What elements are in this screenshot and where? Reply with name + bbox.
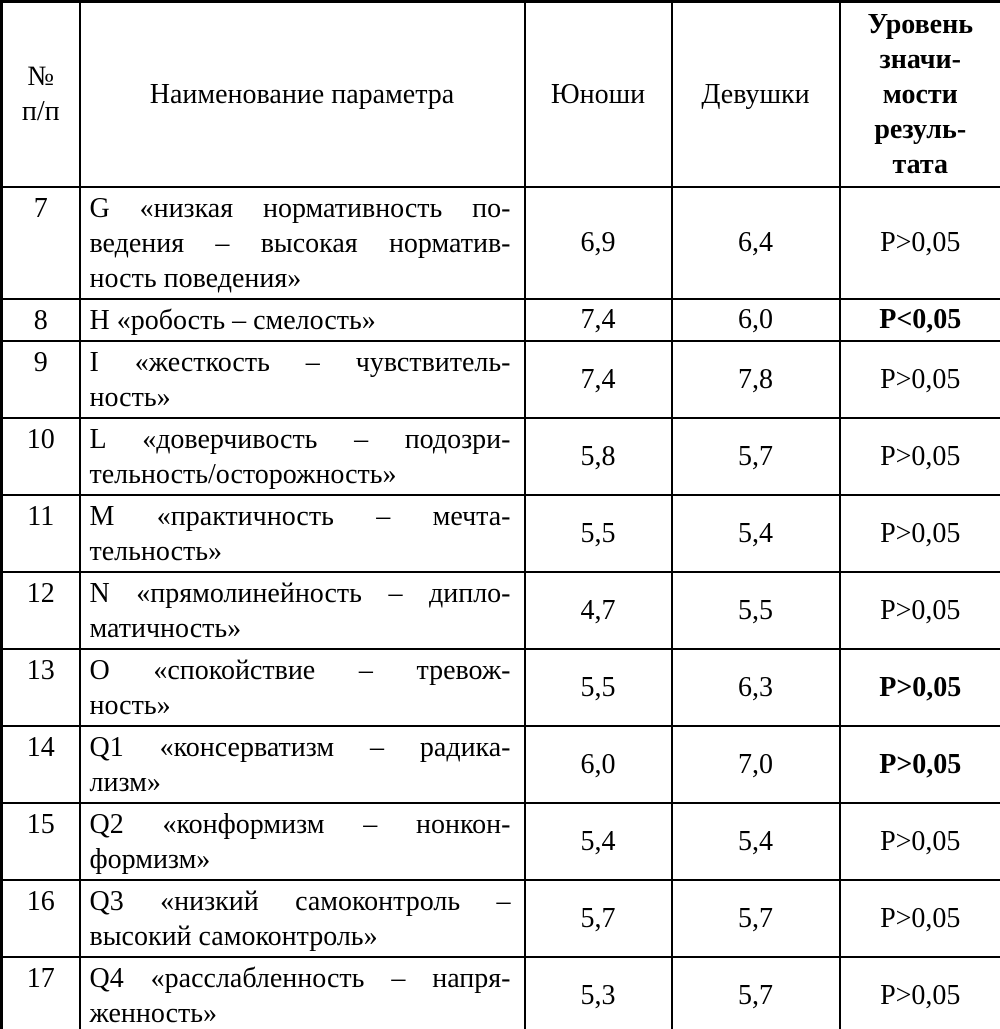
row-number-cell: 8: [2, 299, 80, 341]
parameter-name-cell: [80, 187, 525, 299]
significance-cell: P<0,05: [840, 299, 1000, 341]
boys-value-cell: 6,0: [525, 726, 672, 803]
header-parameter-cell: Наименование параметра: [80, 2, 525, 187]
row-number-cell: 11: [2, 495, 80, 572]
boys-value-cell: 5,7: [525, 880, 672, 957]
girls-value-cell: 7,8: [672, 341, 840, 418]
parameter-name-line: женность»: [89, 997, 218, 1029]
parameter-name-line: L «доверчивость – подозри-: [89, 423, 511, 455]
parameter-name-line: формизм»: [89, 843, 211, 875]
row-number-cell: 16: [2, 880, 80, 957]
parameter-name-line: тельность»: [89, 535, 223, 567]
parameter-name-cell: [80, 572, 525, 649]
boys-value-cell: 5,4: [525, 803, 672, 880]
boys-value-cell: 5,3: [525, 957, 672, 1029]
table-row: [2, 649, 1000, 726]
table-row: [2, 803, 1000, 880]
table-row: [2, 957, 1000, 1029]
boys-value-cell: 7,4: [525, 299, 672, 341]
girls-value-cell: 6,4: [672, 187, 840, 299]
parameter-name-cell: [80, 299, 525, 341]
parameter-name-cell: [80, 803, 525, 880]
header-boys-cell: Юноши: [525, 2, 672, 187]
parameter-name-line: H «робость – смелость»: [89, 304, 376, 336]
parameter-name-cell: [80, 341, 525, 418]
significance-cell: P>0,05: [840, 418, 1000, 495]
parameter-name-cell: [80, 495, 525, 572]
significance-cell: P>0,05: [840, 880, 1000, 957]
parameter-name-line: O «спокойствие – тревож-: [89, 654, 511, 686]
header-significance-line: значи-: [879, 43, 961, 75]
table-row: [2, 418, 1000, 495]
parameter-name-cell: [80, 957, 525, 1029]
table-row: [2, 880, 1000, 957]
parameter-name-line: ность поведения»: [89, 262, 302, 294]
parameter-name-line: ведения – высокая норматив-: [89, 227, 511, 259]
significance-cell: P>0,05: [840, 726, 1000, 803]
row-number-cell: 14: [2, 726, 80, 803]
parameter-name-cell: [80, 649, 525, 726]
parameter-name-line: Q1 «консерватизм – радика-: [89, 731, 511, 763]
row-number-cell: 17: [2, 957, 80, 1029]
header-number-cell: [2, 2, 80, 187]
table-row: [2, 299, 1000, 341]
parameter-name-line: N «прямолинейность – дипло-: [89, 577, 511, 609]
parameter-name-line: ность»: [89, 689, 171, 721]
row-number-cell: 7: [2, 187, 80, 299]
table-row: [2, 187, 1000, 299]
boys-value-cell: 7,4: [525, 341, 672, 418]
girls-value-cell: 6,0: [672, 299, 840, 341]
girls-value-cell: 5,7: [672, 418, 840, 495]
header-significance-line: резуль-: [874, 113, 967, 145]
boys-value-cell: 4,7: [525, 572, 672, 649]
girls-value-cell: 5,4: [672, 495, 840, 572]
row-number-cell: 9: [2, 341, 80, 418]
header-significance-line: Уровень: [867, 8, 974, 40]
row-number-cell: 13: [2, 649, 80, 726]
girls-value-cell: 5,4: [672, 803, 840, 880]
header-girls-cell: Девушки: [672, 2, 840, 187]
significance-cell: P>0,05: [840, 572, 1000, 649]
parameter-name-line: Q2 «конформизм – нонкон-: [89, 808, 511, 840]
girls-value-cell: 7,0: [672, 726, 840, 803]
parameter-name-line: G «низкая нормативность по-: [89, 192, 511, 224]
significance-cell: P>0,05: [840, 341, 1000, 418]
header-significance-line: мости: [882, 78, 958, 110]
parameter-name-cell: [80, 418, 525, 495]
table-header-row: [2, 2, 1000, 187]
significance-cell: P>0,05: [840, 649, 1000, 726]
table-row: [2, 726, 1000, 803]
parameter-name-line: Q3 «низкий самоконтроль –: [89, 885, 511, 917]
parameter-name-line: I «жесткость – чувствитель-: [89, 346, 511, 378]
boys-value-cell: 5,5: [525, 649, 672, 726]
header-number-line: п/п: [21, 96, 60, 128]
boys-value-cell: 5,5: [525, 495, 672, 572]
girls-value-cell: 5,7: [672, 957, 840, 1029]
parameter-name-line: тельность/осторожность»: [89, 458, 397, 490]
parameter-name-line: матичность»: [89, 612, 242, 644]
table-row: [2, 572, 1000, 649]
row-number-cell: 15: [2, 803, 80, 880]
parameter-name-line: лизм»: [89, 766, 161, 798]
table-row: [2, 495, 1000, 572]
row-number-cell: 12: [2, 572, 80, 649]
header-significance-cell: [840, 2, 1000, 187]
row-number-cell: 10: [2, 418, 80, 495]
parameter-name-line: M «практичность – мечта-: [89, 500, 511, 532]
table-row: [2, 341, 1000, 418]
significance-cell: P>0,05: [840, 957, 1000, 1029]
parameter-name-cell: [80, 880, 525, 957]
significance-cell: P>0,05: [840, 495, 1000, 572]
header-number-line: №: [27, 61, 55, 93]
header-significance-line: тата: [892, 148, 948, 180]
boys-value-cell: 5,8: [525, 418, 672, 495]
significance-cell: P>0,05: [840, 187, 1000, 299]
boys-value-cell: 6,9: [525, 187, 672, 299]
parameter-name-line: Q4 «расслабленность – напря-: [89, 962, 511, 994]
parameter-name-line: ность»: [89, 381, 171, 413]
parameter-name-cell: [80, 726, 525, 803]
girls-value-cell: 6,3: [672, 649, 840, 726]
girls-value-cell: 5,7: [672, 880, 840, 957]
significance-cell: P>0,05: [840, 803, 1000, 880]
parameter-name-line: высокий самоконтроль»: [89, 920, 378, 952]
girls-value-cell: 5,5: [672, 572, 840, 649]
